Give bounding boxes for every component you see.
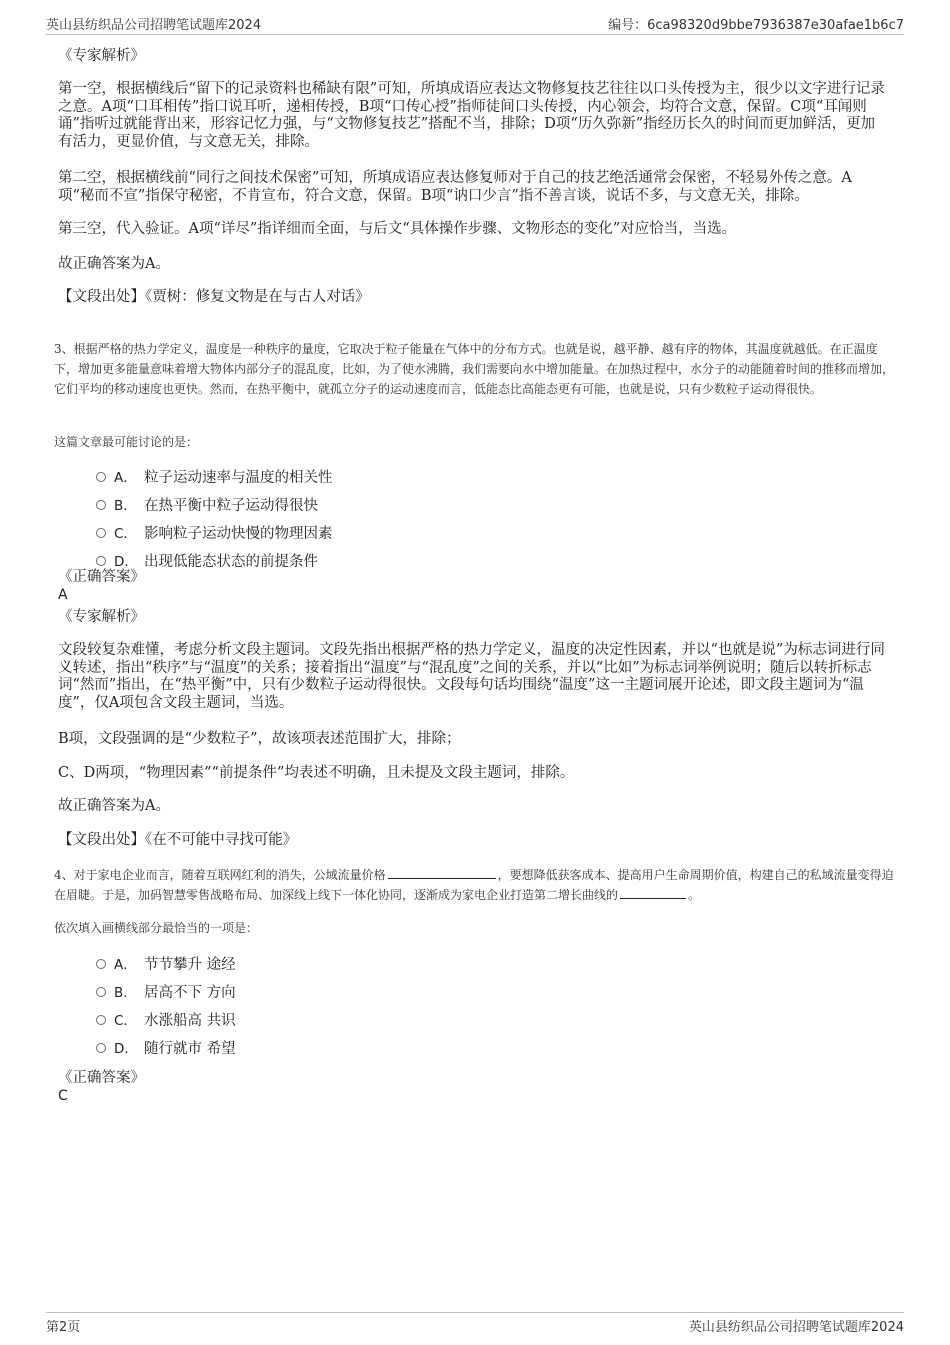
q3-option-b[interactable] bbox=[96, 497, 318, 515]
option-letter: C． bbox=[114, 526, 137, 542]
q3-conclusion: 故正确答案为A。 bbox=[58, 798, 170, 814]
radio-icon[interactable] bbox=[96, 1043, 106, 1053]
q4-stem-part-2: ，要想降低获客成本、提高用户生命周期价值，构建自己的私域流量变得迫在眉睫。于是，加码智慧零售战略布局、加深线上线下一体化协同，逐渐成为家电企业打造第二增长曲线的 bbox=[54, 868, 894, 902]
option-letter: D． bbox=[114, 554, 138, 570]
option-text: 随行就市 希望 bbox=[144, 1041, 236, 1057]
q3-answer: A bbox=[58, 587, 68, 603]
fill-blank-1 bbox=[388, 866, 496, 879]
option-letter: A． bbox=[114, 957, 137, 973]
q4-question: 依次填入画横线部分最恰当的一项是： bbox=[54, 921, 259, 935]
q4-option-c[interactable] bbox=[96, 1012, 236, 1030]
option-text: 水涨船高 共识 bbox=[144, 1013, 236, 1029]
option-text: 粒子运动速率与温度的相关性 bbox=[144, 470, 333, 486]
q3-question: 这篇文章最可能讨论的是： bbox=[54, 435, 199, 449]
q3-analysis-para-2: B项，文段强调的是“少数粒子”，故该项表述范围扩大，排除； bbox=[58, 731, 461, 747]
option-letter: C． bbox=[114, 1013, 137, 1029]
q4-stem-part-1: 4、对于家电企业而言，随着互联网红利的消失，公域流量价格 bbox=[54, 868, 386, 882]
option-letter: D． bbox=[114, 1041, 138, 1057]
page-header bbox=[46, 14, 904, 35]
q3-answer-label: 《正确答案》 bbox=[58, 569, 145, 585]
radio-icon[interactable] bbox=[96, 1015, 106, 1025]
q4-option-b[interactable] bbox=[96, 984, 236, 1002]
q3-stem: 3、根据严格的热力学定义，温度是一种秩序的量度，它取决于粒子能量在气体中的分布方式。也就是说，越平静、越有序的物体，其温度就越低。在正温度下，增加更多能量意味着增大物体内部分子的混乱度，比如，为了使水沸腾，我们需要向水中增加能量。在加热过程中，水分子的动能随着时间的推移而增加，它们平均的移动速度也更快。然而，在热平衡中，就孤立分子的运动速度而言，低能态比高能态更有可能，也就是说，只有少数粒子运动得很快。 bbox=[54, 342, 895, 396]
q4-answer: C bbox=[58, 1088, 68, 1104]
option-text: 出现低能态状态的前提条件 bbox=[144, 554, 318, 570]
option-letter: A． bbox=[114, 470, 137, 486]
option-text: 节节攀升 途经 bbox=[144, 957, 236, 973]
q2-analysis-para-3: 第三空，代入验证。A项“详尽”指详细而全面，与后文“具体操作步骤、文物形态的变化”对应恰当，当选。 bbox=[58, 221, 737, 237]
radio-icon[interactable] bbox=[96, 987, 106, 997]
q3-source: 【文段出处】《在不可能中寻找可能》 bbox=[58, 832, 298, 848]
q4-option-a[interactable] bbox=[96, 956, 236, 974]
q2-source: 【文段出处】《贾树：修复文物是在与古人对话》 bbox=[58, 289, 370, 305]
q3-analysis-para-3: C、D两项，“物理因素”“前提条件”均表述不明确，且未提及文段主题词，排除。 bbox=[58, 765, 575, 781]
q4-answer-label: 《正确答案》 bbox=[58, 1070, 145, 1086]
page-number: 第2页 bbox=[46, 1320, 81, 1335]
header-doc-id: 编号：6ca98320d9bbe7936387e30afae1b6c7 bbox=[608, 18, 904, 33]
q4-stem bbox=[54, 865, 894, 905]
q4-option-d[interactable] bbox=[96, 1040, 236, 1058]
q3-option-a[interactable] bbox=[96, 469, 333, 487]
header-title: 英山县纺织品公司招聘笔试题库2024 bbox=[46, 18, 262, 33]
page-footer bbox=[46, 1312, 904, 1336]
radio-icon[interactable] bbox=[96, 500, 106, 510]
radio-icon[interactable] bbox=[96, 528, 106, 538]
radio-icon[interactable] bbox=[96, 472, 106, 482]
option-text: 在热平衡中粒子运动得很快 bbox=[144, 498, 318, 514]
q2-analysis-para-2: 第二空，根据横线前“同行之间技术保密”可知，所填成语应表达修复师对于自己的技艺绝活通常会保密，不轻易外传之意。A项“秘而不宣”指保守秘密，不肯宣布，符合文意，保留。B项“讷口少言”指不善言谈，说话不多，与文意无关，排除。 bbox=[58, 170, 852, 204]
q4-stem-part-3: 。 bbox=[688, 888, 701, 902]
q2-analysis-label: 《专家解析》 bbox=[58, 48, 145, 64]
option-letter: B． bbox=[114, 985, 137, 1001]
q3-option-c[interactable] bbox=[96, 525, 333, 543]
option-text: 影响粒子运动快慢的物理因素 bbox=[144, 526, 333, 542]
option-text: 居高不下 方向 bbox=[144, 985, 236, 1001]
fill-blank-2 bbox=[620, 886, 686, 899]
q3-analysis-para-1: 文段较复杂难懂，考虑分析文段主题词。文段先指出根据严格的热力学定义，温度的决定性因素，并以“也就是说”为标志词进行同义转述，指出“秩序”与“温度”的关系；接着指出“温度”与“混乱度”之间的关系，并以“比如”为标志词举例说明；随后以转折标志词“然而”指出，在“热平衡”中，只有少数粒子运动得很快。文段每句话均围绕“温度”这一主题词展开论述，即文段主题词为“温度”，仅A项包含文段主题词，当选。 bbox=[58, 642, 885, 711]
q3-analysis-label: 《专家解析》 bbox=[58, 609, 145, 625]
radio-icon[interactable] bbox=[96, 556, 106, 566]
q2-analysis-para-1: 第一空，根据横线后“留下的记录资料也稀缺有限”可知，所填成语应表达文物修复技艺往往以口头传授为主，很少以文字进行记录之意。A项“口耳相传”指口说耳听，递相传授，B项“口传心授”指师徒间口头传授，内心领会，均符合文意，保留。C项“耳闻则诵”指听过就能背出来，形容记忆力强，与“文物修复技艺”搭配不当，排除；D项“历久弥新”指经历长久的时间而更加鲜活，更加有活力，更显价值，与文意无关，排除。 bbox=[58, 81, 885, 150]
q2-conclusion: 故正确答案为A。 bbox=[58, 256, 170, 272]
footer-title: 英山县纺织品公司招聘笔试题库2024 bbox=[688, 1320, 904, 1335]
radio-icon[interactable] bbox=[96, 959, 106, 969]
option-letter: B． bbox=[114, 498, 137, 514]
